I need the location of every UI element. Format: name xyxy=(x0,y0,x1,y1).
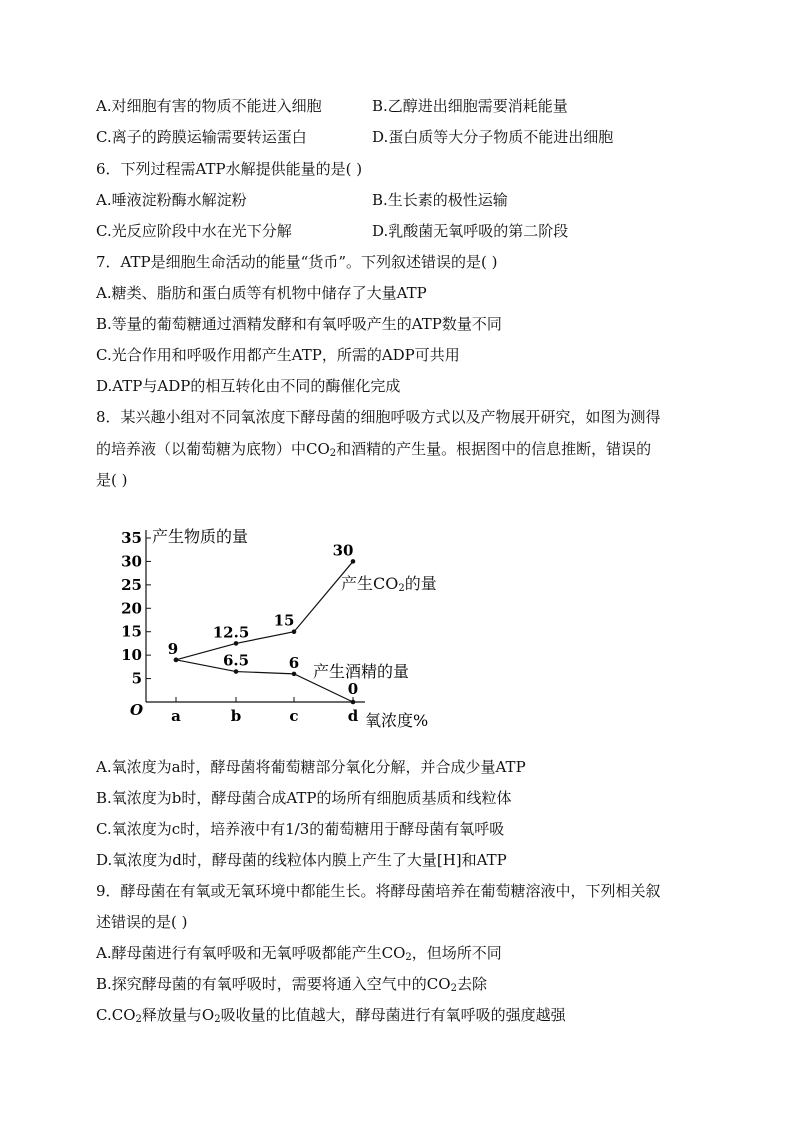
y-tick-label: 25 xyxy=(121,575,142,594)
alcohol-series-label: 产生酒精的量 xyxy=(313,662,410,681)
data-label: 9 xyxy=(167,639,179,658)
y-tick-label: 20 xyxy=(121,599,142,618)
data-label: 6.5 xyxy=(222,651,250,670)
x-axis-title: 氧浓度% xyxy=(365,711,429,730)
q6-stem: 6．下列过程需ATP水解提供能量的是( ) xyxy=(96,160,363,178)
y-tick-label: 30 xyxy=(121,552,142,571)
data-label: 6 xyxy=(288,653,300,672)
q7-option-a: A.糖类、脂肪和蛋白质等有机物中储存了大量ATP xyxy=(96,284,427,302)
series-line-co2 xyxy=(176,561,353,659)
data-point xyxy=(292,672,297,677)
q9-option-c: $C.CO_2$释放量与$O_2$吸收量的比值越大，酵母菌进行有氧呼吸的强度越强 xyxy=(96,1006,566,1025)
q6-option-d: D.乳酸菌无氧呼吸的第二阶段 xyxy=(372,222,569,240)
q8-stem-line1: 8．某兴趣小组对不同氧浓度下酵母菌的细胞呼吸方式以及产物展开研究，如图为测得 xyxy=(96,408,661,426)
data-point xyxy=(234,641,239,646)
q9-stem-line1: 9．酵母菌在有氧或无氧环境中都能生长。将酵母菌培养在葡萄糖溶液中，下列相关叙 xyxy=(96,882,661,900)
y-tick-label: 5 xyxy=(131,669,142,688)
q8-option-b: B.氧浓度为b时，酵母菌合成ATP的场所有细胞质基质和线粒体 xyxy=(96,789,512,807)
x-tick-label: d xyxy=(347,707,359,725)
y-tick-label: 35 xyxy=(121,529,142,547)
data-point xyxy=(292,629,297,634)
q5-option-c: C.离子的跨膜运输需要转运蛋白 xyxy=(96,128,307,146)
data-point xyxy=(174,658,179,663)
q5-option-d: D.蛋白质等大分子物质不能进出细胞 xyxy=(372,128,614,146)
y-tick-label: 10 xyxy=(121,646,142,665)
data-label: 0 xyxy=(347,680,359,698)
data-point xyxy=(234,669,239,674)
q6-option-a: A.唾液淀粉酶水解淀粉 xyxy=(96,191,247,209)
data-label: 12.5 xyxy=(212,623,250,642)
q8-stem-line2: 的培养液（以葡萄糖为底物）中$CO_2$和酒精的产生量。根据图中的信息推断，错误的 xyxy=(96,440,652,459)
data-label: 30 xyxy=(332,541,354,560)
q8-option-c: C.氧浓度为c时，培养液中有1/3的葡萄糖用于酵母菌有氧呼吸 xyxy=(96,820,505,838)
data-label: 15 xyxy=(273,611,295,630)
q8-option-d: D.氧浓度为d时，酵母菌的线粒体内膜上产生了大量[H]和ATP xyxy=(96,851,507,869)
q8-stem-line3: 是( ) xyxy=(96,471,128,489)
q5-option-b: B.乙醇进出细胞需要消耗能量 xyxy=(372,97,568,115)
q5-option-a: A.对细胞有害的物质不能进入细胞 xyxy=(96,97,322,115)
q9-option-b: B.探究酵母菌的有氧呼吸时，需要将通入空气中的$CO_2$去除 xyxy=(96,975,487,994)
q7-option-c: C.光合作用和呼吸作用都产生ATP，所需的ADP可共用 xyxy=(96,346,460,364)
q7-option-b: B.等量的葡萄糖通过酒精发酵和有氧呼吸产生的ATP数量不同 xyxy=(96,315,502,333)
q7-stem: 7．ATP是细胞生命活动的能量“货币”。下列叙述错误的是( ) xyxy=(96,253,498,271)
q9-stem-line2: 述错误的是( ) xyxy=(96,913,188,931)
q8-option-a: A.氧浓度为a时，酵母菌将葡萄糖部分氧化分解，并合成少量ATP xyxy=(96,758,526,776)
q7-option-d: D.ATP与ADP的相互转化由不同的酶催化完成 xyxy=(96,377,401,395)
x-tick-label: a xyxy=(171,707,181,725)
origin-label: O xyxy=(130,701,144,719)
q6-option-c: C.光反应阶段中水在光下分解 xyxy=(96,222,292,240)
x-tick-label: c xyxy=(289,707,299,725)
y-tick-label: 15 xyxy=(121,622,142,641)
oxygen-concentration-chart xyxy=(110,520,450,735)
data-point xyxy=(351,700,356,705)
y-axis-title: 产生物质的量 xyxy=(152,527,249,546)
data-point xyxy=(351,559,356,564)
co2-series-label: 产生$CO_2$的量 xyxy=(341,574,437,594)
x-tick-label: b xyxy=(230,707,242,725)
q9-option-a: A.酵母菌进行有氧呼吸和无氧呼吸都能产生$CO_2$，但场所不同 xyxy=(96,944,502,963)
q6-option-b: B.生长素的极性运输 xyxy=(372,191,508,209)
